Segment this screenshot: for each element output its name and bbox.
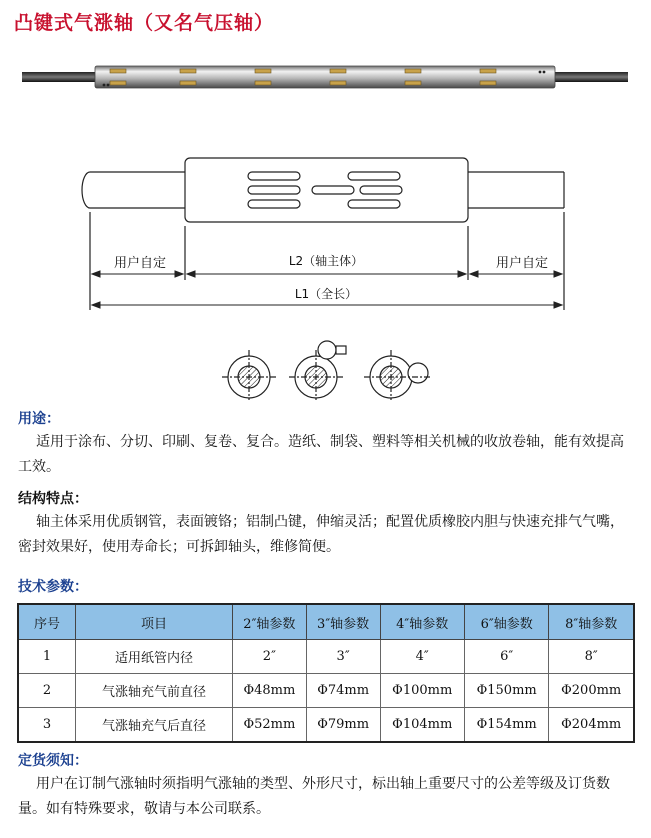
cross-section-1	[222, 350, 276, 400]
table-row	[18, 640, 634, 674]
table-cell: 气涨轴充气前直径	[76, 674, 233, 708]
header-cell: 4″轴参数	[380, 604, 464, 640]
table-cell: 4″	[380, 640, 464, 674]
table-cell: Φ204mm	[549, 708, 634, 743]
drawing-right-end	[468, 172, 564, 208]
shaft-left-end	[22, 72, 100, 82]
ordering-text: 用户在订制气涨轴时须指明气涨轴的类型、外形尺寸，标出轴上重要尺寸的公差等级及订货数量。如有特殊要求，敬请与本公司联系。	[18, 776, 610, 817]
table-row	[18, 708, 634, 743]
table-cell: 适用纸管内径	[76, 640, 233, 674]
header-cell: 6″轴参数	[464, 604, 548, 640]
label-user-defined-right: 用户自定	[495, 256, 549, 271]
table-cell: 2	[18, 674, 76, 708]
params-table	[17, 603, 635, 743]
table-cell: Φ79mm	[306, 708, 380, 743]
table-cell: Φ200mm	[549, 674, 634, 708]
params-header-row	[18, 604, 634, 640]
table-cell: Φ48mm	[233, 674, 307, 708]
params-heading: 技术参数：	[18, 579, 88, 595]
table-cell: 3″	[306, 640, 380, 674]
shaft-photo	[0, 52, 651, 112]
table-cell: 8″	[549, 640, 634, 674]
header-cell: 2″轴参数	[233, 604, 307, 640]
table-cell: 2″	[233, 640, 307, 674]
table-cell: Φ150mm	[464, 674, 548, 708]
table-cell: Φ104mm	[380, 708, 464, 743]
cross-section-2	[289, 341, 346, 400]
table-cell: Φ100mm	[380, 674, 464, 708]
table-cell: Φ52mm	[233, 708, 307, 743]
page-title: 凸键式气涨轴（又名气压轴）	[14, 12, 275, 34]
table-row	[18, 674, 634, 708]
drawing-main-body	[185, 158, 468, 222]
usage-heading: 用途：	[18, 411, 60, 427]
table-cell: Φ154mm	[464, 708, 548, 743]
shaft-drawing	[0, 150, 651, 400]
table-cell: Φ74mm	[306, 674, 380, 708]
label-user-defined-left: 用户自定	[113, 256, 167, 271]
usage-text: 适用于涂布、分切、印刷、复卷、复合。造纸、制袋、塑料等相关机械的收放卷轴，能有效提高工效。	[18, 434, 624, 475]
header-cell: 序号	[18, 604, 76, 640]
label-l2: L2（轴主体）	[288, 254, 364, 268]
label-l1: L1（全长）	[294, 287, 358, 301]
drawing-left-end	[82, 172, 185, 208]
cross-section-3	[364, 350, 432, 400]
header-cell: 8″轴参数	[549, 604, 634, 640]
table-cell: 气涨轴充气后直径	[76, 708, 233, 743]
features-heading: 结构特点：	[18, 491, 88, 507]
shaft-right-end	[548, 72, 628, 82]
ordering-heading: 定货须知：	[18, 753, 88, 769]
features-text: 轴主体采用优质钢管，表面镀铬；铝制凸键，伸缩灵活；配置优质橡胶内胆与快速充排气气嘴，密封效果好，使用寿命长；可拆卸轴头，维修简便。	[18, 514, 624, 555]
header-cell: 项目	[76, 604, 233, 640]
table-cell: 3	[18, 708, 76, 743]
table-cell: 6″	[464, 640, 548, 674]
table-cell: 1	[18, 640, 76, 674]
header-cell: 3″轴参数	[306, 604, 380, 640]
